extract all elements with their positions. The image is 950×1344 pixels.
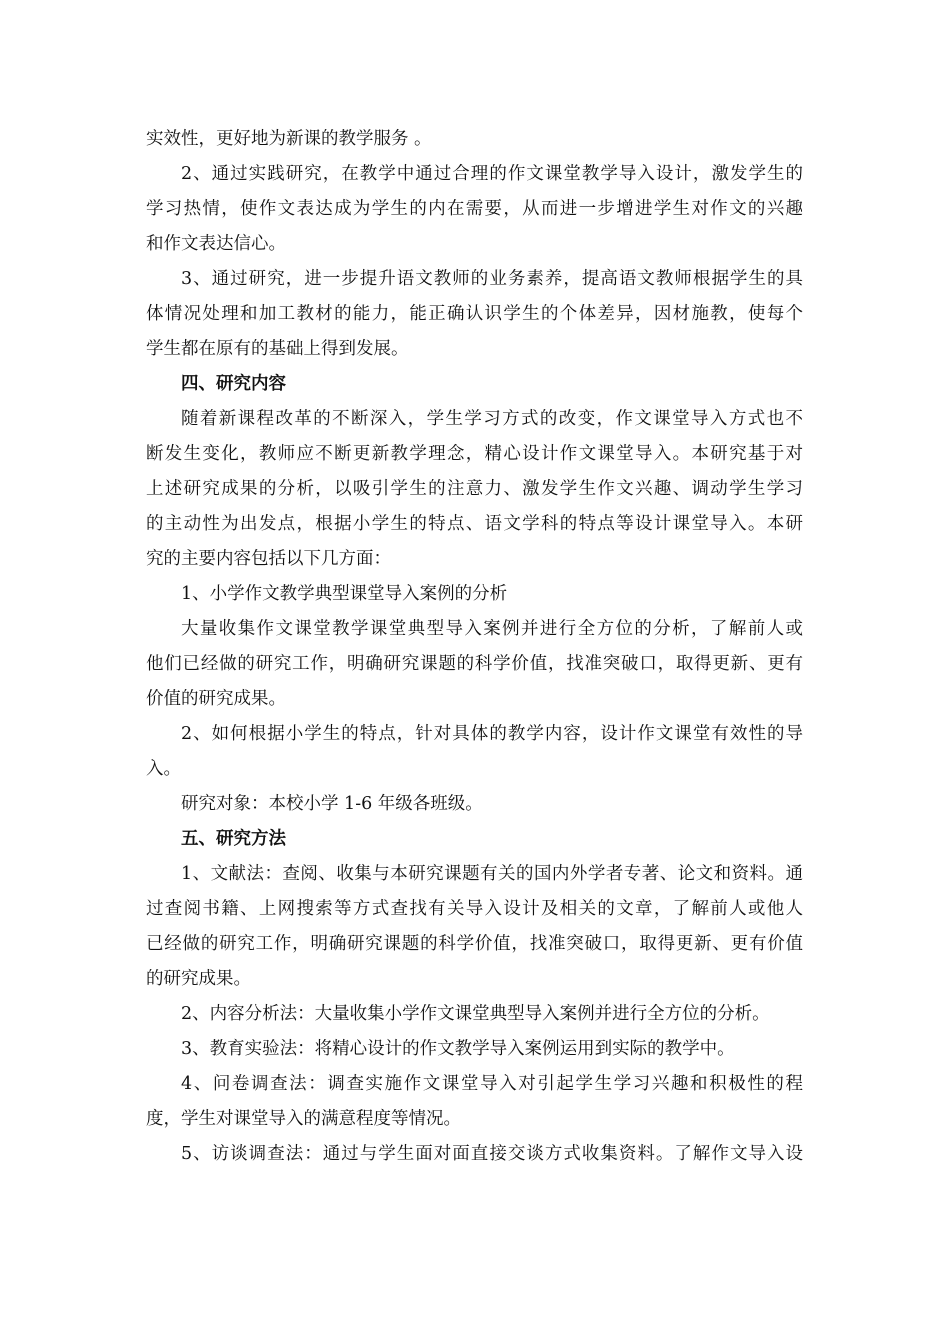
text-line: 上述研究成果的分析，以吸引学生的注意力、激发学生作文兴趣、调动学生学习 <box>146 479 803 499</box>
text-line: 过查阅书籍、上网搜索等方式查找有关导入设计及相关的文章，了解前人或他人 <box>146 899 803 919</box>
text-line: 1、小学作文教学典型课堂导入案例的分析 <box>181 584 508 604</box>
section-heading: 四、研究内容 <box>181 374 286 394</box>
text-line: 入。 <box>146 759 181 779</box>
text-line: 价值的研究成果。 <box>146 689 286 709</box>
text-line: 2、通过实践研究，在教学中通过合理的作文课堂教学导入设计，激发学生的 <box>181 164 803 184</box>
text-line: 究的主要内容包括以下几方面： <box>146 549 391 569</box>
text-line: 的主动性为出发点，根据小学生的特点、语文学科的特点等设计课堂导入。本研 <box>146 514 803 534</box>
text-line: 的研究成果。 <box>146 969 251 989</box>
text-line: 3、通过研究，进一步提升语文教师的业务素养，提高语文教师根据学生的具 <box>181 269 803 289</box>
text-line: 2、内容分析法：大量收集小学作文课堂典型导入案例并进行全方位的分析。 <box>181 1004 770 1024</box>
text-line: 断发生变化，教师应不断更新教学理念，精心设计作文课堂导入。本研究基于对 <box>146 444 803 464</box>
section-heading: 五、研究方法 <box>181 829 286 849</box>
text-line: 实效性，更好地为新课的教学服务 。 <box>146 129 432 149</box>
text-line: 大量收集作文课堂教学课堂典型导入案例并进行全方位的分析，了解前人或 <box>181 619 803 639</box>
text-line: 学生都在原有的基础上得到发展。 <box>146 339 409 359</box>
text-line: 随着新课程改革的不断深入，学生学习方式的改变，作文课堂导入方式也不 <box>181 409 803 429</box>
text-line: 2、如何根据小学生的特点，针对具体的教学内容，设计作文课堂有效性的导 <box>181 724 803 744</box>
text-line: 体情况处理和加工教材的能力，能正确认识学生的个体差异，因材施教，使每个 <box>146 304 803 324</box>
text-line: 4、问卷调查法：调查实施作文课堂导入对引起学生学习兴趣和积极性的程 <box>181 1074 803 1094</box>
text-line: 和作文表达信心。 <box>146 234 286 254</box>
text-line: 他们已经做的研究工作，明确研究课题的科学价值，找准突破口，取得更新、更有 <box>146 654 803 674</box>
text-line: 1、文献法：查阅、收集与本研究课题有关的国内外学者专著、论文和资料。通 <box>181 864 803 884</box>
text-line: 学习热情，使作文表达成为学生的内在需要，从而进一步增进学生对作文的兴趣 <box>146 199 803 219</box>
text-line: 已经做的研究工作，明确研究课题的科学价值，找准突破口，取得更新、更有价值 <box>146 934 803 954</box>
text-line: 研究对象：本校小学 1-6 年级各班级。 <box>181 794 483 814</box>
text-line: 度，学生对课堂导入的满意程度等情况。 <box>146 1109 461 1129</box>
text-line: 5、访谈调查法：通过与学生面对面直接交谈方式收集资料。了解作文导入设 <box>181 1144 803 1164</box>
text-line: 3、教育实验法：将精心设计的作文教学导入案例运用到实际的教学中。 <box>181 1039 735 1059</box>
